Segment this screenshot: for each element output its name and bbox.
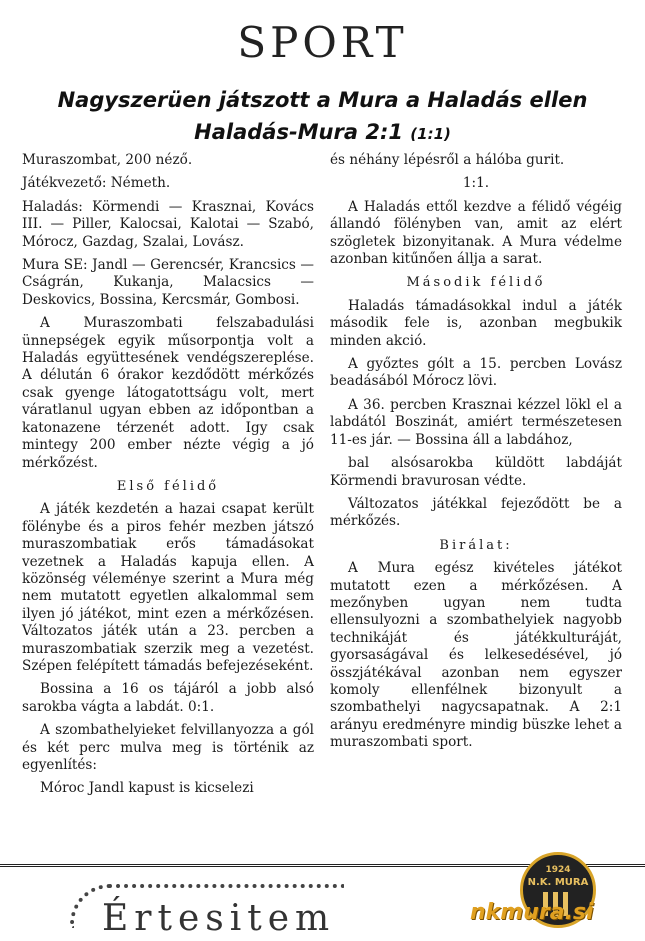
paragraph: Bossina a 16 os tájáról a jobb alsó sarokba vágta a labdát. 0:1. — [22, 681, 314, 715]
paragraph: A Muraszombati felszabadulási ünnepségek egyik műsorpontja volt a Haladás együttesének vendégszereplése. A délután 6 órakor kezdődött mérkőzés csak gyenge látogatottságu volt, mert váratlanul ugyan ebben az időpontban a katonazene térzenét adott. Igy csak mintegy 200 ember nézte végig a jó mérkőzést. — [22, 315, 314, 471]
section-heading: Birálat: — [439, 537, 513, 553]
watermark: nkmura.si — [470, 900, 594, 925]
paragraph: Mura SE: Jandl — Gerencsér, Krancsics — Cságrán, Kukanja, Malacsics — Deskovics, Bossina, Kercsmár, Gombosi. — [22, 257, 314, 308]
paragraph: A 36. percben Krasznai kézzel lökl el a labdától Boszinát, amiért természetesen 11-es jár. — Bossina áll a labdához, — [330, 396, 622, 448]
next-article-title: Értesitem — [102, 898, 336, 939]
masthead: SPORT — [237, 18, 408, 67]
paragraph: A Mura egész kivételes játékot mutatott ezen a mérkőzésen. A mezőnyben ugyan nem tudta ellensulyozni a szombathelyiek nagyobb technikáját és játékkulturáját, gyorsaságával és lelkesedésével, jó összjátékával azonban nem egyszer komoly ellenfélnek bizonyult a szombathelyi nagycsapatnak. A 2:1 arányu eredményre mindig büszke lehet a muraszombati sport. — [330, 560, 622, 751]
score-half: (1:1) — [410, 125, 451, 143]
paragraph: Változatos játékkal fejeződött be a mérkőzés. — [330, 495, 622, 530]
paragraph: Haladás: Körmendi — Krasznai, Kovács III. — Piller, Kalocsai, Kalotai — Szabó, Mórocz, Gazdag, Szalai, Lovász. — [22, 198, 314, 250]
section-heading: Első félidő — [116, 478, 220, 494]
paragraph: Móroc Jandl kapust is kicselezi — [40, 780, 254, 797]
logo-club: N.K. MURA — [527, 877, 589, 888]
paragraph: Játékvezető: Németh. — [22, 175, 171, 192]
paragraph: Haladás támadásokkal indul a játék második fele is, azonban megbukik minden akció. — [330, 297, 622, 349]
score-main: Haladás-Mura 2:1 — [194, 120, 403, 144]
section-heading: Második félidő — [406, 275, 546, 291]
paragraph: A Haladás ettől kezdve a félidő végéig állandó fölényben van, amit az elért szögletek bizonyitanak. A Mura védelme azonban kitűnően állja a sarat. — [330, 198, 622, 268]
paragraph: A szombathelyieket felvillanyozza a gól és két perc mulva meg is történik az egyenlítés: — [22, 722, 314, 773]
score-line: 1:1. — [462, 175, 490, 192]
left-column — [22, 152, 314, 804]
paragraph: A játék kezdetén a hazai csapat került fölénybe és a piros fehér mezben játszó muraszombatiak erős támadásokat vezetnek a Haladás kapuja ellen. A közönség véleménye szerint a Mura még nem mutatott egyetlen alkalommal sem ilyen jó játékot, mint ezen a mérkőzésen. Változatos játék után a 23. percben a muraszombatiak szerzik meg a vezetést. Szépen felépített támadás befejezéseként. — [22, 501, 314, 674]
paragraph: A győztes gólt a 15. percben Lovász beadásából Mórocz lövi. — [330, 356, 622, 390]
paragraph: bal alsósarokba küldött labdáját Körmendi bravurosan védte. — [330, 455, 622, 489]
subheadline — [10, 120, 635, 144]
paragraph: és néhány lépésről a hálóba gurit. — [330, 152, 565, 168]
paragraph: Muraszombat, 200 néző. — [22, 152, 193, 168]
headline: Nagyszerüen játszott a Mura a Haladás ellen — [57, 88, 588, 112]
logo-year: 1924 — [545, 865, 571, 875]
right-column — [330, 152, 622, 758]
